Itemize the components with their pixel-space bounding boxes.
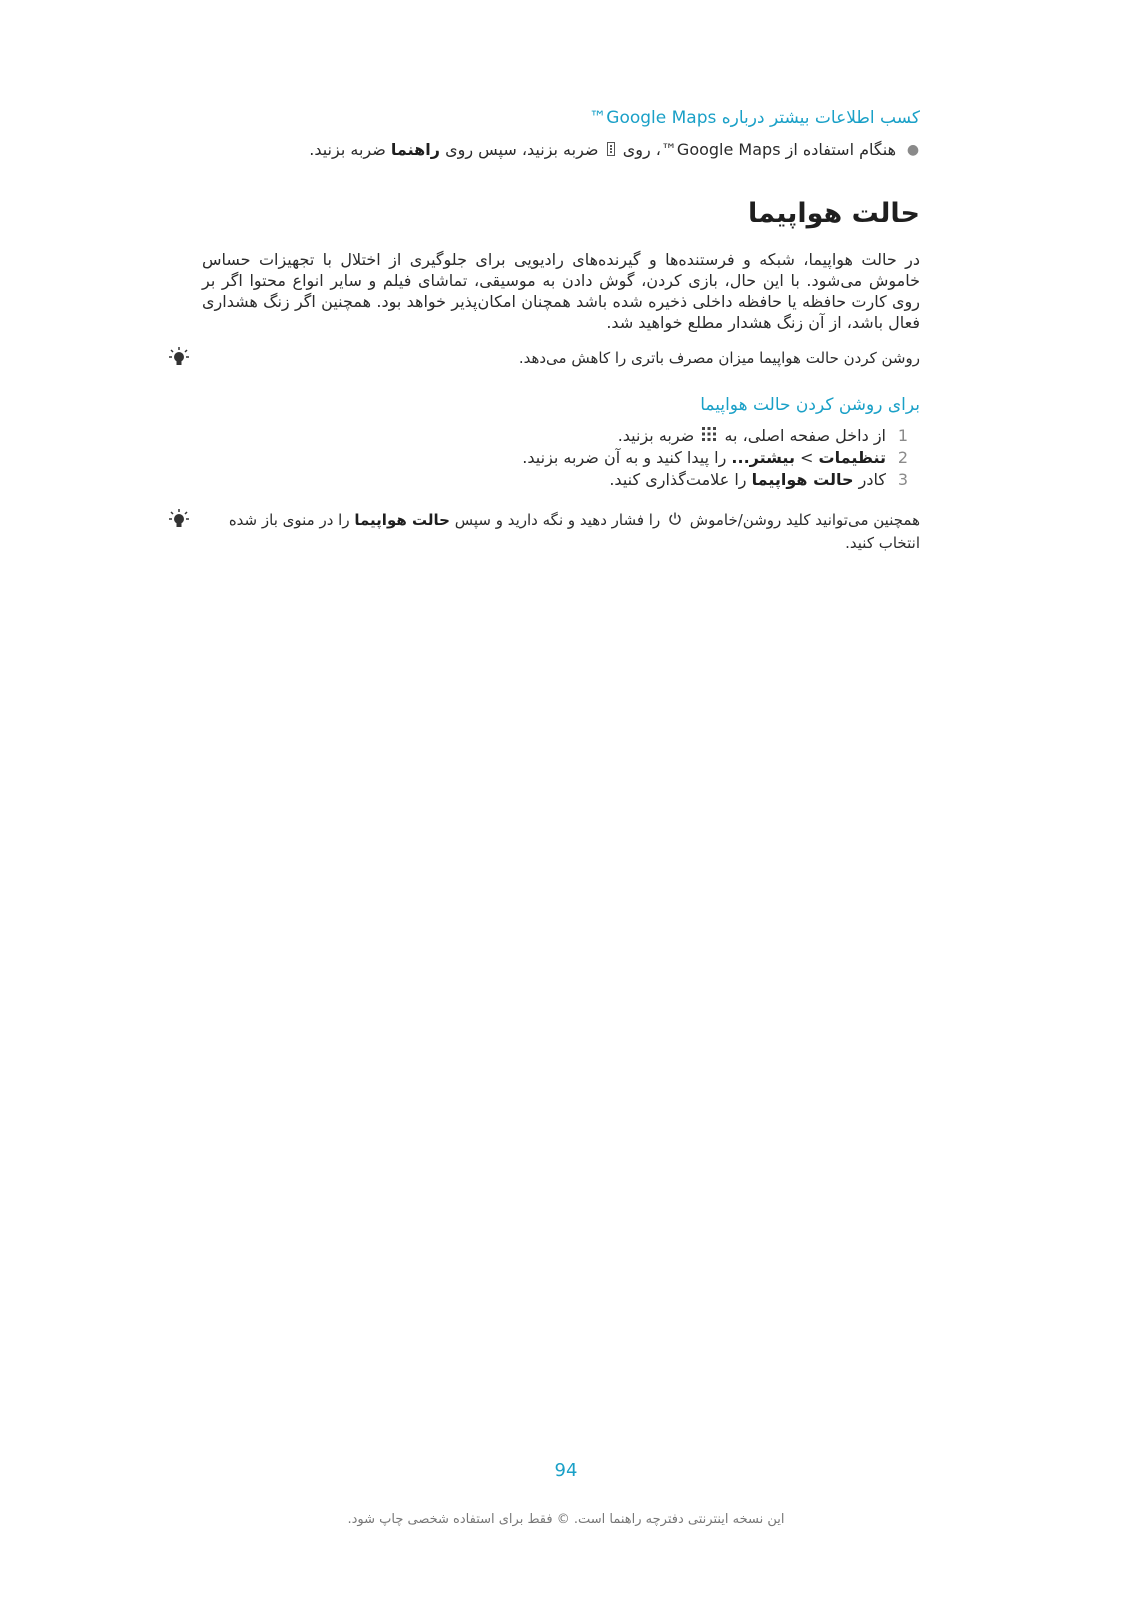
step-number: 2 xyxy=(897,448,909,467)
footer-note: این نسخه اینترنتی دفترچه راهنما است. © فقط برای استفاده شخصی چاپ شود. xyxy=(347,1512,785,1527)
tip-power-text xyxy=(204,509,920,554)
bullet-dot-icon: ● xyxy=(906,142,920,158)
maps-bullet-bold: راهنما xyxy=(390,140,440,159)
step-text xyxy=(618,425,886,448)
step-3-part1: کادر xyxy=(858,470,886,489)
step-2-bold-settings: تنظیمات xyxy=(818,448,886,467)
tip-power-part1: همچنین می‌توانید کلید روشن/خاموش xyxy=(689,511,920,529)
step-3-part2: را علامت‌گذاری کنید. xyxy=(609,470,747,489)
airplane-subheading: برای روشن کردن حالت هواپیما xyxy=(700,394,920,415)
steps-list xyxy=(200,425,920,492)
step-item-2 xyxy=(200,447,920,469)
step-2-part1: را پیدا کنید و به آن ضربه بزنید. xyxy=(522,448,732,467)
maps-bullet-item xyxy=(200,138,920,163)
maps-bullet-part3: ضربه بزنید. xyxy=(309,140,386,159)
tip-battery-text: روشن کردن حالت هواپیما میزان مصرف باتری را کاهش می‌دهد. xyxy=(518,348,920,367)
lightbulb-icon xyxy=(166,347,192,367)
step-3-bold: حالت هواپیما xyxy=(751,470,854,489)
tip-power-key xyxy=(200,509,920,554)
power-icon xyxy=(668,510,682,532)
step-2-separator: > xyxy=(794,448,819,467)
step-item-1 xyxy=(200,425,920,448)
document-page xyxy=(200,100,920,554)
step-2-bold-more: بیشتر... xyxy=(731,448,795,467)
page-number: 94 xyxy=(554,1460,578,1481)
page-title: حالت هواپیما xyxy=(747,197,920,229)
step-number: 1 xyxy=(897,425,909,445)
step-item-3 xyxy=(200,469,920,491)
maps-bullet-part2: ضربه بزنید، سپس روی xyxy=(445,140,599,159)
step-text xyxy=(609,469,886,491)
maps-subheading: کسب اطلاعات بیشتر درباره Google Maps™ xyxy=(589,108,920,128)
tip-power-bold: حالت هواپیما xyxy=(354,511,450,529)
step-text xyxy=(522,447,886,469)
apps-grid-icon xyxy=(702,425,716,447)
lightbulb-icon xyxy=(166,509,192,529)
step-number: 3 xyxy=(897,470,909,489)
step-1-part2: ضربه بزنید. xyxy=(617,425,695,445)
tip-battery xyxy=(200,347,920,369)
maps-bullet-text xyxy=(309,138,896,163)
airplane-paragraph: در حالت هواپیما، شبکه و فرستنده‌ها و گیرنده‌های رادیویی برای جلوگیری از اختلال با تجهیزات حساس خاموش می‌شود. با این حال، بازی کردن، گوش دادن به موسیقی، تماشای فیلم و سایر انواع محتوا اگر بر روی کارت حافظه یا حافظه داخلی ذخیره شده باشد همچنان امکان‌پذیر خواهد بود. همچنین اگر زنگ هشداری فعال باشد، از آن زنگ هشدار مطلع خواهید شد. xyxy=(202,249,920,332)
tip-power-part2: را فشار دهید و نگه دارید و سپس xyxy=(454,511,661,529)
step-1-part1: از داخل صفحه اصلی، به xyxy=(724,425,886,445)
tip-power-part3: را در منوی باز شده انتخاب کنید. xyxy=(228,511,920,552)
menu-icon xyxy=(607,139,615,163)
maps-bullet-part1: هنگام استفاده از Google Maps™، روی xyxy=(622,140,896,159)
